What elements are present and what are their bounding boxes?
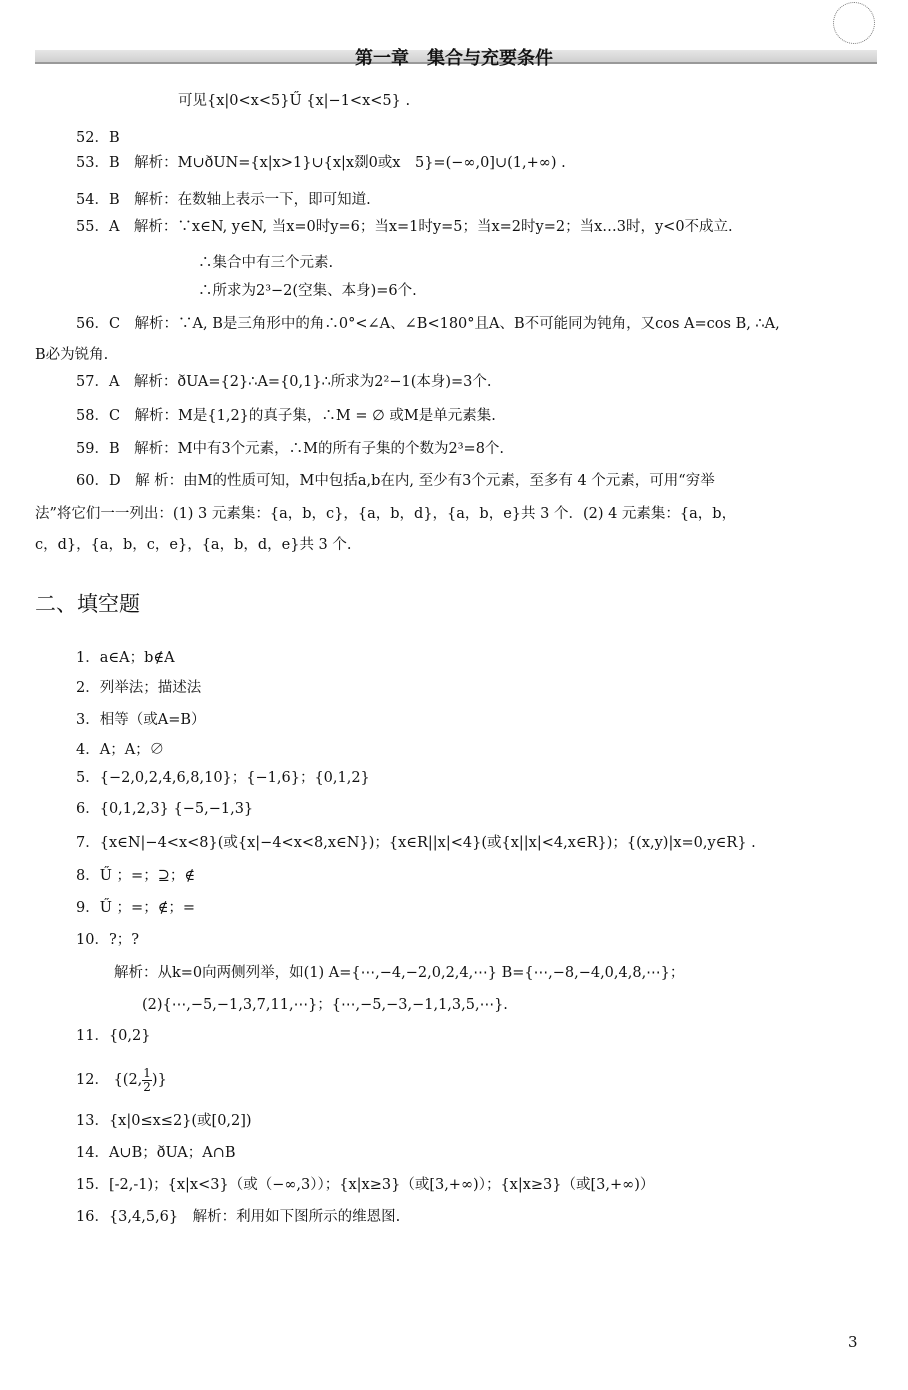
answer-line: B必为锐角. [35,347,109,363]
answer-line: (2){⋯,−5,−1,3,7,11,⋯}；{⋯,−5,−3,−1,1,3,5,⋯}. [142,997,508,1013]
answer-line: 7．{x∈N|−4<x<8}(或{x|−4<x<8,x∈N})；{x∈R||x|<4}(或{x||x|<4,x∈R})；{(x,y)|x=0,y∈R} . [76,835,756,851]
answer-line: 1．a∈A；b∉A [76,650,175,666]
answer-line: 13．{x|0≤x≤2}(或[0,2]) [76,1113,252,1129]
answer-line: 解析：从k=0向两侧列举，如(1) A={⋯,−4,−2,0,2,4,⋯} B={⋯,−8,−4,0,4,8,⋯}； [114,965,685,981]
answer-line: 16．{3,4,5,6} 解析：利用如下图所示的维恩图. [76,1209,401,1225]
answer-line: ∴所求为2³−2(空集、本身)=6个. [198,283,417,299]
page-number: 3 [848,1333,858,1351]
answer-line: 52．B [76,130,120,146]
answer-line: 54．B 解析：在数轴上表示一下，即可知道. [76,192,371,208]
answer-line: 59．B 解析：M中有3个元素，∴M的所有子集的个数为2³=8个. [76,441,505,457]
answer-line: c，d}，{a，b，c，e}，{a，b，d，e}共 3 个. [35,537,352,553]
answer-line: 11．{0,2} [76,1028,151,1044]
answer-line: 8．Ű ；=；⊇；∉ [76,868,196,884]
answer-line: 3．相等（或A=B） [76,712,206,728]
fraction-numerator: 1 [143,1065,151,1080]
fraction [142,1067,152,1094]
set-close: )} [151,1072,167,1088]
answer-line: 57．A 解析：ðUA={2}∴A={0,1}∴所求为2²−1(本身)=3个. [76,374,492,390]
answer-line: 55．A 解析：∵x∈N, y∈N, 当x=0时y=6；当x=1时y=5；当x=2时y=2；当x…3时，y<0不成立. [76,219,733,235]
answer-line: ∴集合中有三个元素. [198,255,334,271]
fraction-denominator: 2 [143,1079,151,1094]
corner-decoration [833,2,875,44]
answer-line: 53．B 解析：M∪ðUN={x|x>1}∪{x|x剟0或x 5}=(−∞,0]∪(1,+∞) . [76,155,566,171]
section-title: 二、填空题 [35,592,140,616]
answer-line: 14．A∪B；ðUA；A∩B [76,1145,236,1161]
answer-line: 2．列举法；描述法 [76,680,202,696]
answer-line: 15．[-2,-1)；{x|x<3}（或（−∞,3））；{x|x≥3}（或[3,+∞)）；{x|x≥3}（或[3,+∞)） [76,1177,655,1193]
answer-line-fraction [76,1064,167,1096]
answer-line: 法”将它们一一列出：(1) 3 元素集：{a，b，c}，{a，b，d}，{a，b，e}共 3 个．(2) 4 元素集：{a，b， [35,506,737,522]
item-number: 12． [76,1072,109,1088]
answer-line: 60．D 解 析：由M的性质可知，M中包括a,b在内, 至少有3个元素，至多有 4 个元素，可用“穷举 [76,473,715,489]
set-open: {(2, [113,1072,143,1088]
answer-line: 可见{x|0<x<5}Ű {x|−1<x<5} . [178,93,411,109]
answer-line: 9．Ű ；=；∉；= [76,900,196,916]
answer-line: 56．C 解析：∵A, B是三角形中的角∴0°<∠A、∠B<180°且A、B不可能同为钝角，又cos A=cos B, ∴A, [76,316,780,332]
answer-line: 10．?；? [76,932,139,948]
answer-line: 5．{−2,0,2,4,6,8,10}；{−1,6}；{0,1,2} [76,770,370,786]
answer-line: 58．C 解析：M是{1,2}的真子集，∴M = ∅ 或M是单元素集. [76,408,496,424]
answer-line: 6．{0,1,2,3} {−5,−1,3} [76,801,254,817]
answer-line: 4．A；A；∅ [76,742,165,758]
chapter-title: 第一章 集合与充要条件 [355,48,553,69]
